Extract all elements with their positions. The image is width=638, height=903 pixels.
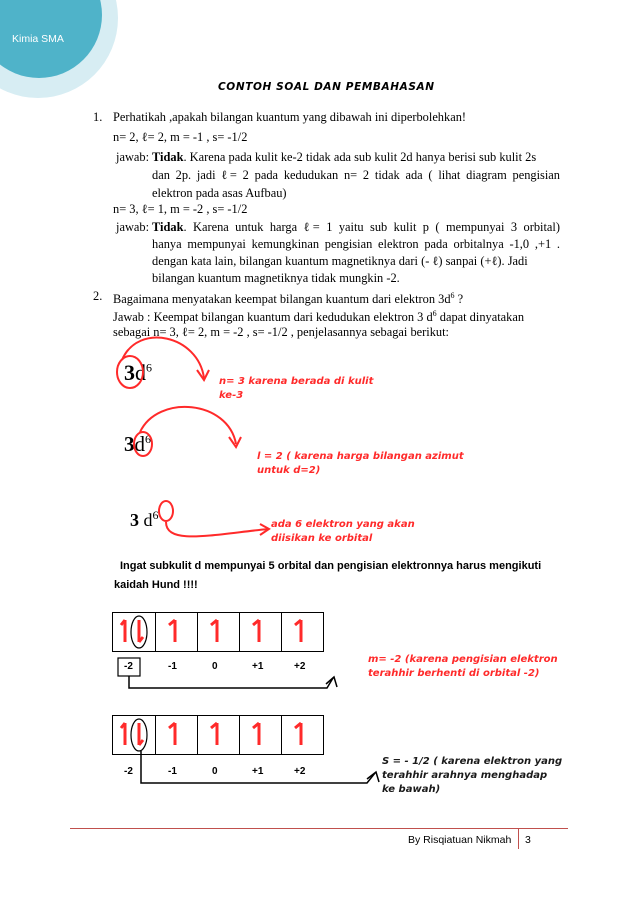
- symbol-l-3: d: [143, 510, 153, 530]
- header-badge: Kimia SMA: [12, 33, 64, 45]
- symbol-l: d: [135, 360, 146, 385]
- note-n-line1: n= 3 karena berada di kulit: [219, 376, 374, 387]
- q2-answer-sup: 6: [432, 309, 437, 318]
- m-value: +1: [252, 766, 264, 777]
- hund-note-line2: kaidah Hund !!!!: [114, 579, 198, 591]
- q2-answer-line2: sebagai n= 3, ℓ= 2, m = -2 , s= -1/2 , penjelasannya sebagai berikut:: [113, 325, 449, 339]
- m-value: -2: [124, 661, 133, 672]
- q1-b-label: jawab:: [116, 220, 150, 234]
- q2-answer-main: Jawab : Keempat bilangan kuantum dari kedudukan elektron 3 d: [113, 310, 433, 325]
- q1-a-line: n= 2, ℓ= 2, m = -1 , s= -1/2: [113, 130, 248, 144]
- m-value: -2: [124, 766, 133, 777]
- symbol-n-3: 3: [130, 510, 139, 530]
- q1-b-text1: . Karena untuk harga ℓ= 1 yaitu sub kulit p ( mempunyai 3 orbital): [183, 220, 560, 234]
- q1-number: 1.: [93, 110, 103, 124]
- q1-b-answer-line2: hanya mempunyai kemungkinan pengisian elektron pada orbitalnya -1,0 ,+1 .: [152, 237, 560, 251]
- q1-b-answer-line3: dengan kata lain, bilangan kuantum magnetiknya dari (- ℓ) sanpai (+ℓ). Jadi: [152, 254, 528, 268]
- q2-answer-line1: [113, 306, 524, 325]
- note-m-line2: terahhir berhenti di orbital -2): [368, 668, 540, 679]
- symbol-e: 6: [146, 360, 152, 375]
- electron-arrows-1: [112, 612, 324, 652]
- q1-a-answer-line1: [152, 149, 560, 165]
- symbol-e-3: 6: [152, 508, 159, 522]
- m-value: +2: [294, 766, 306, 777]
- q1-a-label: jawab:: [116, 150, 150, 164]
- q1-text: Perhatikah ,apakah bilangan kuantum yang dibawah ini diperbolehkan!: [113, 110, 467, 124]
- m-value: -1: [168, 661, 177, 672]
- note-m-line1: m= -2 (karena pengisian elektron: [368, 654, 558, 665]
- q1-b-line: n= 3, ℓ= 1, m = -2 , s= -1/2: [113, 202, 248, 216]
- q1-a-answer-line2: dan 2p. jadi ℓ= 2 pada kedudukan n= 2 tidak ada ( lihat diagram pengisian: [152, 168, 560, 182]
- q2-answer-end: dapat dinyatakan: [436, 310, 525, 325]
- footer-rule: [70, 828, 568, 829]
- m-value: -1: [168, 766, 177, 777]
- note-s-line2: terahhir arahnya menghadap: [382, 770, 548, 781]
- q1-b-answer-line1: [152, 219, 560, 235]
- note-n-line2: ke-3: [219, 390, 244, 401]
- footer-page-divider: [518, 829, 519, 849]
- q1-a-text1: . Karena pada kulit ke-2 tidak ada sub kulit 2d hanya berisi sub kulit 2s: [183, 150, 537, 164]
- annotation-arrow-1: [108, 330, 218, 410]
- annotation-arrow-2: [128, 400, 248, 460]
- m-value: +1: [252, 661, 264, 672]
- m-value: +2: [294, 661, 306, 672]
- q2-number: 2.: [93, 289, 103, 303]
- symbol-e-2: 6: [145, 432, 151, 446]
- note-l-line2: untuk d=2): [257, 465, 321, 476]
- symbol-n: 3: [124, 360, 135, 385]
- m-value: 0: [212, 766, 218, 777]
- note-e-line1: ada 6 elektron yang akan: [271, 519, 415, 530]
- m-annotation-arrow: [115, 650, 345, 700]
- note-s-line1: S = - 1/2 ( karena elektron yang: [382, 756, 563, 767]
- annotation-arrow-3: [150, 495, 280, 565]
- m-value: 0: [212, 661, 218, 672]
- note-e-line2: diisikan ke orbital: [271, 533, 373, 544]
- q2-text: [113, 288, 463, 307]
- q2-text-sup: 6: [450, 291, 455, 300]
- q1-b-bold: Tidak: [152, 220, 184, 234]
- note-l-line1: l = 2 ( karena harga bilangan azimut: [257, 451, 464, 462]
- q1-a-bold: Tidak: [152, 150, 184, 164]
- symbol-l-2: d: [134, 432, 145, 456]
- q2-text-end: ?: [454, 292, 464, 307]
- hund-note-line1: Ingat subkulit d mempunyai 5 orbital dan pengisian elektronnya harus mengikuti: [120, 560, 542, 572]
- document-title: CONTOH SOAL DAN PEMBAHASAN: [218, 81, 435, 93]
- q2-text-main: Bagaimana menyatakan keempat bilangan kuantum dari elektron 3d: [113, 292, 451, 307]
- symbol-n-2: 3: [124, 432, 135, 456]
- note-s-line3: ke bawah): [382, 784, 441, 795]
- q1-a-answer-line3: elektron pada asas Aufbau): [152, 186, 287, 200]
- footer-page-number: 3: [525, 834, 531, 846]
- footer-author: By Risqiatuan Nikmah: [408, 834, 512, 846]
- s-annotation-arrow: [135, 745, 385, 795]
- q1-b-answer-line4: bilangan kuantum magnetiknya tidak mungkin -2.: [152, 271, 400, 285]
